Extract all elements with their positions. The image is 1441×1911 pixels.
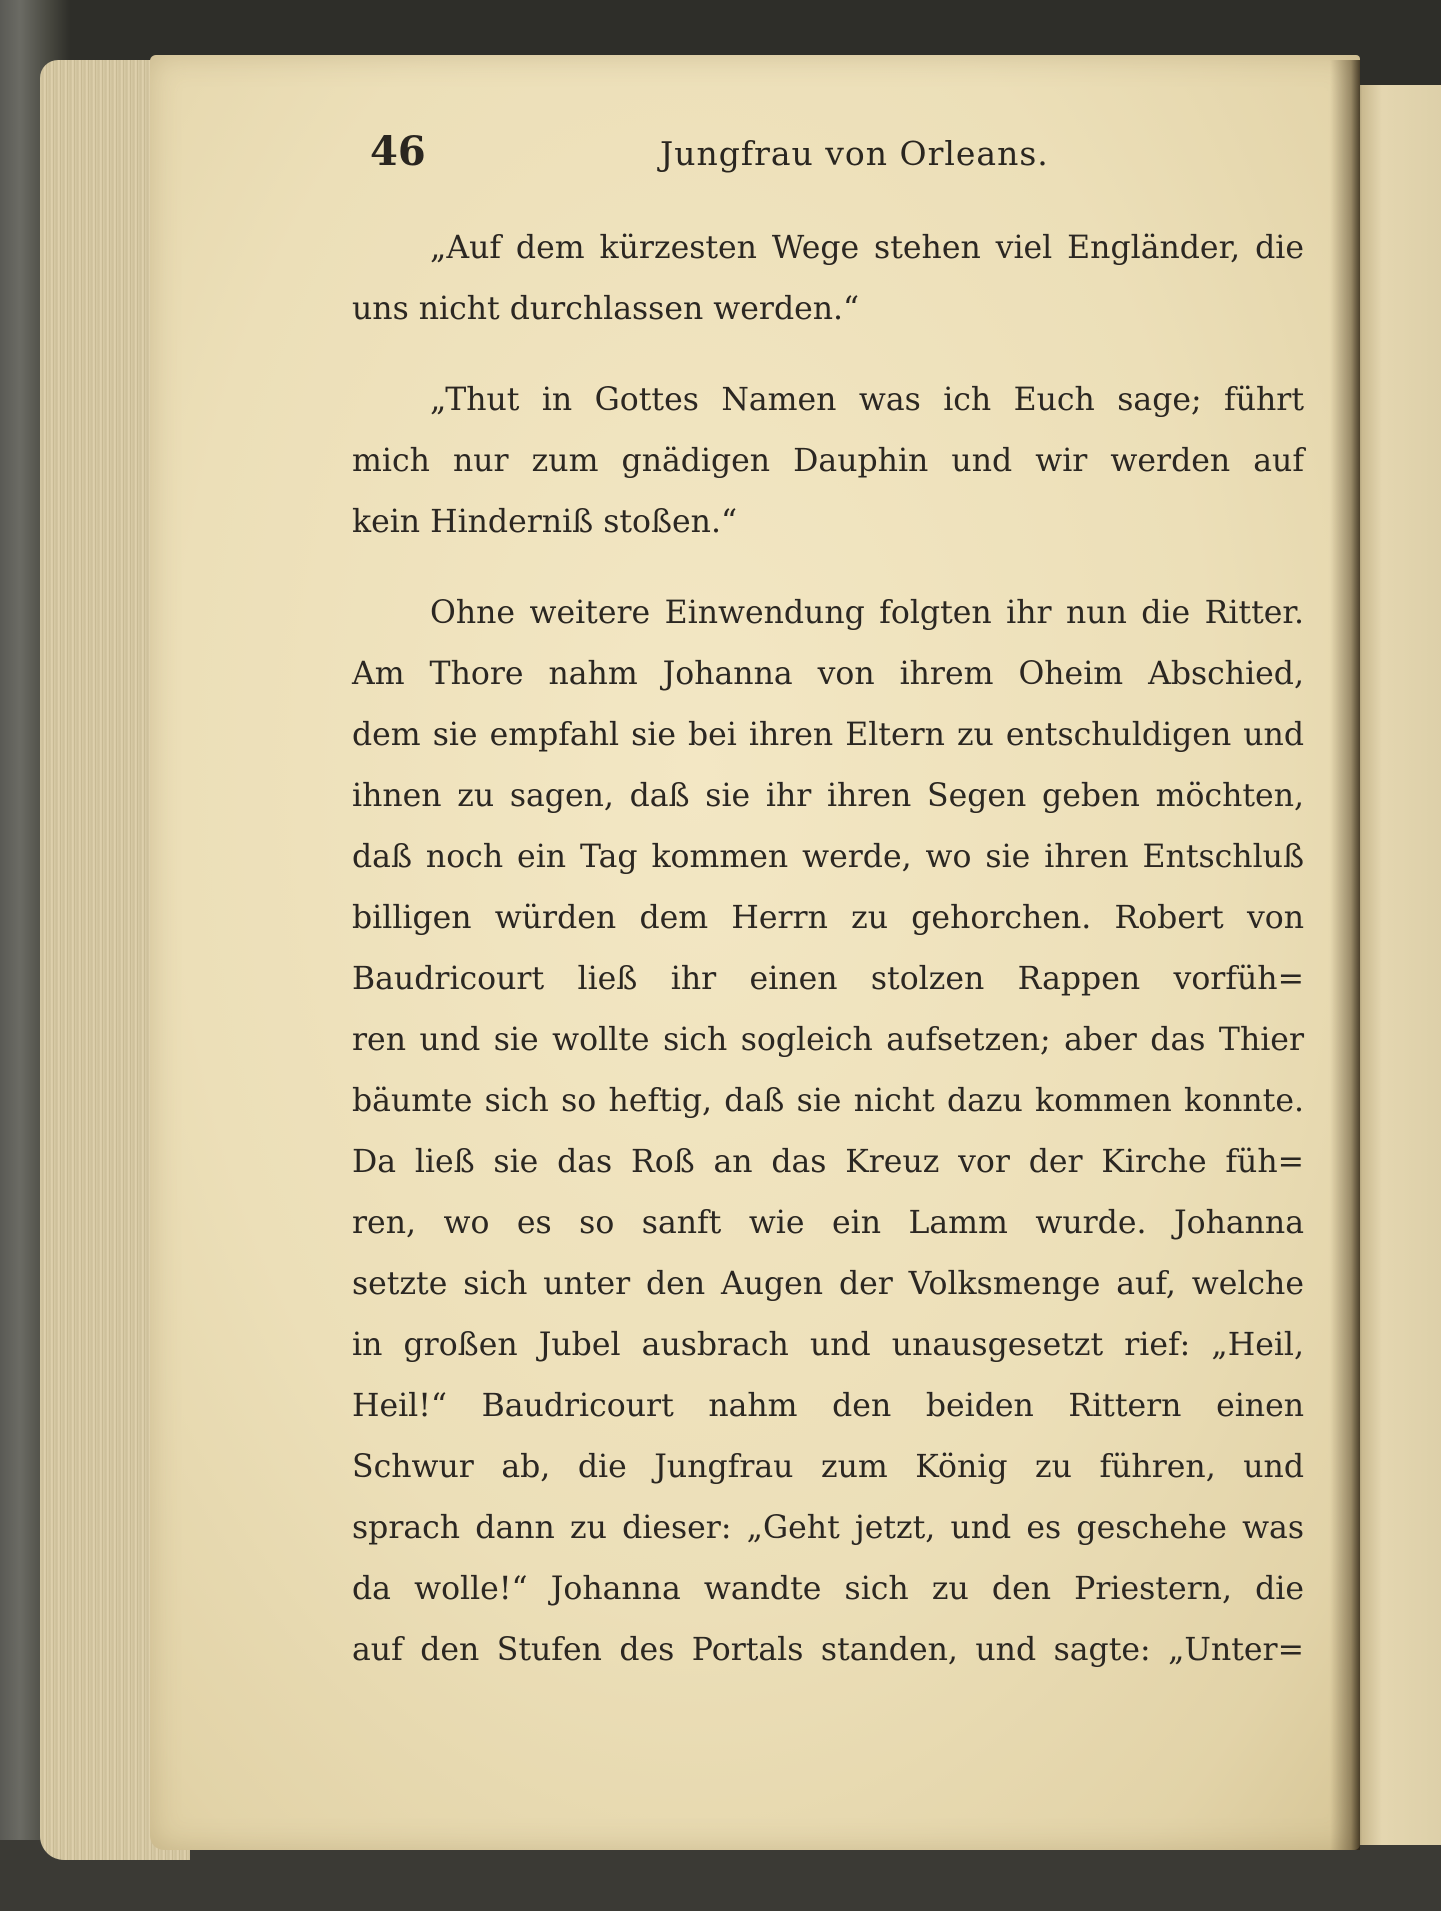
body-text	[352, 218, 1304, 1681]
page-gutter	[1330, 60, 1360, 1850]
text-line: ren und sie wollte sich sogleich aufsetzen; aber das Thier	[352, 1022, 1304, 1058]
text-line: uns nicht durchlassen werden.“	[352, 291, 860, 327]
text-line: sprach dann zu dieser: „Geht jetzt, und es geschehe was	[352, 1510, 1304, 1546]
text-line: setzte sich unter den Augen der Volksmenge auf, welche	[352, 1266, 1304, 1302]
text-line: daß noch ein Tag kommen werde, wo sie ihren Entschluß	[352, 839, 1304, 875]
paragraph-3	[352, 583, 1304, 1681]
text-line: Heil!“ Baudricourt nahm den beiden Rittern einen	[352, 1388, 1304, 1424]
text-line: „Thut in Gottes Namen was ich Euch sage; führt	[430, 382, 1304, 418]
text-line: billigen würden dem Herrn zu gehorchen. Robert von	[352, 900, 1304, 936]
text-line: in großen Jubel ausbrach und unausgesetzt rief: „Heil,	[352, 1327, 1304, 1363]
text-line: dem sie empfahl sie bei ihren Eltern zu entschuldigen und	[352, 717, 1304, 753]
text-line: „Auf dem kürzesten Wege stehen viel Engländer, die	[430, 230, 1304, 266]
text-line: Am Thore nahm Johanna von ihrem Oheim Abschied,	[352, 656, 1304, 692]
text-line: Ohne weitere Einwendung folgten ihr nun die Ritter.	[430, 595, 1304, 631]
text-line: Schwur ab, die Jungfrau zum König zu führen, und	[352, 1449, 1304, 1485]
text-line: ren, wo es so sanft wie ein Lamm wurde. Johanna	[352, 1205, 1304, 1241]
text-line: da wolle!“ Johanna wandte sich zu den Priestern, die	[352, 1571, 1304, 1607]
paragraph-2	[352, 370, 1304, 553]
text-line: mich nur zum gnädigen Dauphin und wir werden auf	[352, 443, 1304, 479]
paragraph-1	[352, 218, 1304, 340]
text-line: ihnen zu sagen, daß sie ihr ihren Segen geben möchten,	[352, 778, 1304, 814]
text-line: Da ließ sie das Roß an das Kreuz vor der Kirche füh=	[352, 1144, 1304, 1180]
text-line: Baudricourt ließ ihr einen stolzen Rappen vorfüh=	[352, 961, 1304, 997]
text-line: auf den Stufen des Portals standen, und sagte: „Unter=	[352, 1632, 1304, 1668]
text-line: kein Hinderniß stoßen.“	[352, 504, 738, 540]
book-cover-bottom	[0, 1840, 1441, 1911]
page-number: 46	[370, 128, 426, 175]
page-header	[370, 128, 1310, 188]
facing-page	[1352, 85, 1441, 1845]
text-line: bäumte sich so heftig, daß sie nicht dazu kommen konnte.	[352, 1083, 1304, 1119]
running-title: Jungfrau von Orleans.	[660, 134, 1049, 173]
